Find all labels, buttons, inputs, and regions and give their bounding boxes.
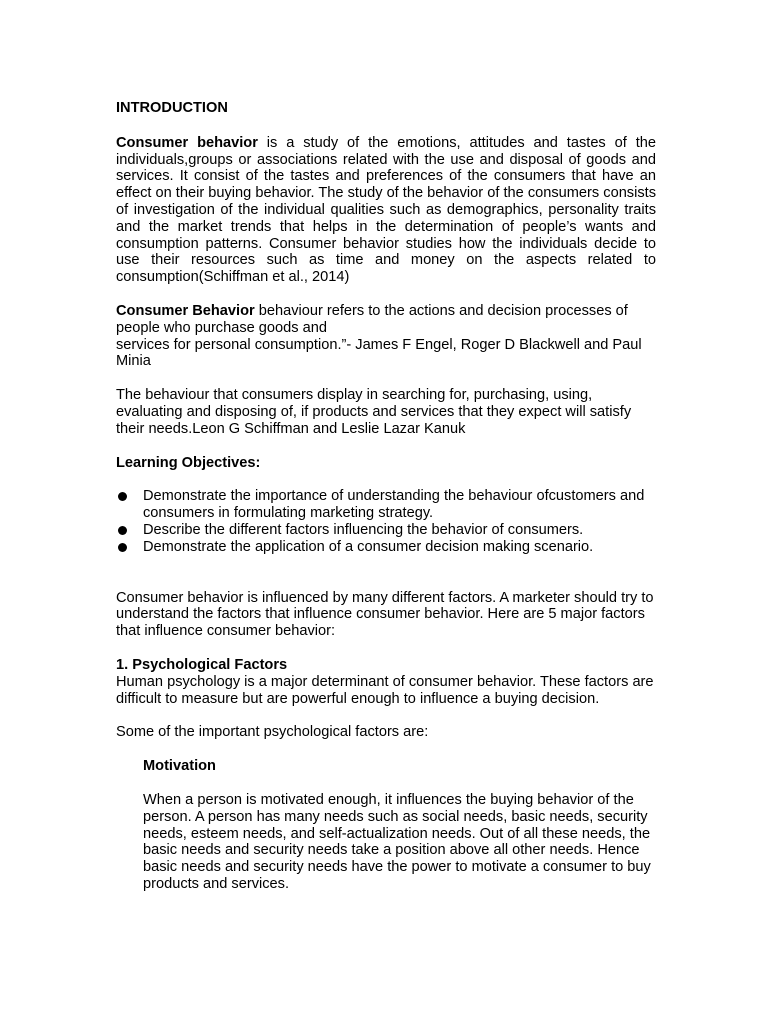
factors-intro: Consumer behavior is influenced by many different factors. A marketer should try to understand the factors that influence consumer behavior. Here are 5 major factors that influence consumer behavior: — [116, 589, 654, 640]
objective-text: Demonstrate the application of a consumer decision making scenario. — [143, 538, 594, 555]
engel-definition-line1: behaviour refers to the actions and decision processes of people who purchase goods and — [116, 302, 628, 336]
bullet-icon — [118, 526, 127, 535]
objective-text: Describe the different factors influencing the behavior of consumers. — [143, 521, 584, 538]
engel-definition-line2: services for personal consumption.”- James F Engel, Roger D Blackwell and Paul Minia — [116, 336, 642, 370]
list-item — [116, 488, 656, 522]
motivation-heading: Motivation — [143, 758, 216, 775]
document-title: INTRODUCTION — [116, 100, 228, 116]
consumer-behavior-definition — [116, 135, 656, 286]
psychological-factors-intro: Some of the important psychological factors are: — [116, 724, 429, 741]
term-consumer-behavior-2: Consumer Behavior — [116, 302, 255, 319]
section-psychological-heading: 1. Psychological Factors — [116, 656, 288, 673]
engel-definition — [116, 303, 656, 370]
bullet-icon — [118, 492, 127, 501]
list-item — [116, 522, 656, 539]
motivation-text: When a person is motivated enough, it influences the buying behavior of the person. A person has many needs such as social needs, basic needs, security needs, esteem needs, and self-actualization needs. Out of all these needs, the basic needs and security needs take a position above all other needs. Hence basic needs and security needs have the power to motivate a consumer to buy products and services. — [143, 791, 651, 892]
objectives-list — [116, 488, 656, 555]
motivation-section — [143, 758, 656, 893]
list-item — [116, 539, 656, 556]
section-psychological-text: Human psychology is a major determinant of consumer behavior. These factors are difficult to measure but are powerful enough to influence a buying decision. — [116, 673, 654, 707]
definition-text: is a study of the emotions, attitudes and tastes of the individuals,groups or associations related with the use and disposal of goods and services. It consist of the tastes and preferences of the consumers that have an effect on their buying behavior. The study of the behavior of the consumers consists of investigation of the individual qualities such as demographics, personality traits and the market trends that helps in the determination of people’s wants and consumption patterns. Consumer behavior studies how the individuals decide to use their resources such as time and money on the aspects related to consumption(Schiffman et al., 2014) — [116, 134, 656, 286]
schiffman-definition: The behaviour that consumers display in searching for, purchasing, using, evaluating and disposing of, if products and services that they expect will satisfy their needs.Leon G Schiffman and Leslie Lazar Kanuk — [116, 387, 632, 437]
bullet-icon — [118, 543, 127, 552]
term-consumer-behavior: Consumer behavior — [116, 134, 258, 151]
document-page — [116, 100, 656, 910]
objectives-heading: Learning Objectives: — [116, 454, 261, 471]
objective-text: Demonstrate the importance of understanding the behaviour ofcustomers and consumers in formulating marketing strategy. — [143, 488, 645, 522]
